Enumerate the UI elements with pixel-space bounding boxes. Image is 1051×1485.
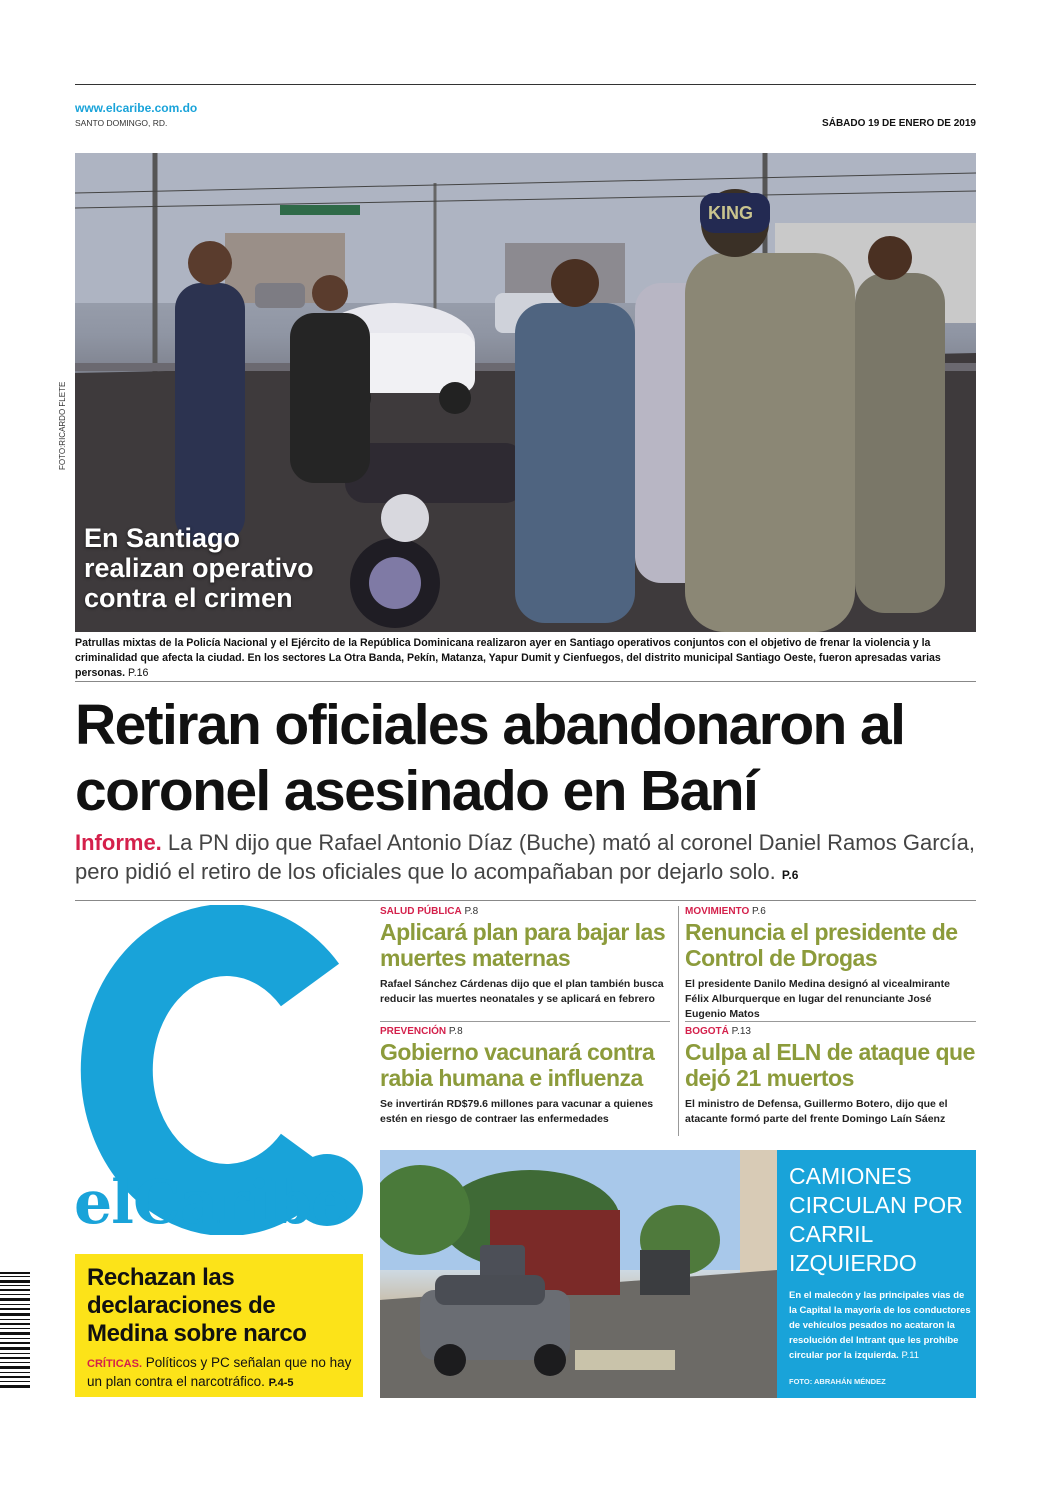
story-card[interactable] xyxy=(380,906,670,1007)
story-tag xyxy=(380,906,670,917)
main-page-ref: P.6 xyxy=(781,868,799,882)
hero-photo-credit: FOTO:RICARDO FLETE xyxy=(58,381,67,470)
section-divider xyxy=(75,900,976,901)
cap-lettering: KING xyxy=(708,203,753,223)
story-title[interactable]: Culpa al ELN de ataque que dejó 21 muertos xyxy=(685,1039,975,1091)
story-title[interactable]: Gobierno vacunará contra rabia humana e influenza xyxy=(380,1039,655,1091)
story-tag xyxy=(685,1026,975,1037)
yellow-feature-page: P.4-5 xyxy=(268,1377,294,1389)
yellow-feature-text xyxy=(87,1354,357,1392)
site-url[interactable]: www.elcaribe.com.do xyxy=(75,101,198,115)
blue-feature-box[interactable] xyxy=(777,1150,976,1398)
story-divider xyxy=(380,1021,670,1022)
main-lede xyxy=(75,828,976,890)
story-section: MOVIMIENTO xyxy=(685,906,750,917)
section-divider xyxy=(75,681,976,682)
yellow-feature-kicker: CRÍTICAS. xyxy=(87,1358,142,1370)
story-page: P.13 xyxy=(731,1026,751,1037)
blue-feature-credit: FOTO: ABRAHÁN MÉNDEZ xyxy=(789,1377,886,1386)
hero-summary-text: Patrullas mixtas de la Policía Nacional y el Ejército de la República Dominicana realizaron ayer en Santiago operativos conjuntos con el objetivo de frenar la violencia y la criminalidad que afecta la ciudad. En los sectores La Otra Banda, Pekín, Matanza, Yapur Dumit y Cienfuegos, del distrito municipal Santiago Oeste, fueron apresadas varias personas. xyxy=(75,637,941,679)
blue-feature-text xyxy=(789,1288,971,1363)
story-section: BOGOTÁ xyxy=(685,1026,729,1037)
blue-feature-title[interactable]: CAMIONES CIRCULAN POR CARRIL IZQUIERDO xyxy=(789,1163,963,1276)
story-title[interactable]: Aplicará plan para bajar las muertes maternas xyxy=(380,919,666,971)
story-page: P.8 xyxy=(448,1026,463,1037)
barcode xyxy=(0,1270,66,1390)
blue-feature-page: P.11 xyxy=(901,1350,920,1361)
main-kicker: Informe. xyxy=(75,830,162,855)
hero-page-ref: P.16 xyxy=(128,667,149,679)
story-section: SALUD PÚBLICA xyxy=(380,906,462,917)
trucks-photo-illustration xyxy=(380,1150,777,1398)
story-tag xyxy=(685,906,975,917)
hero-title[interactable]: En Santiago realizan operativo contra el crimen xyxy=(84,523,314,613)
yellow-feature-title[interactable]: Rechazan las declaraciones de Medina sobre narco xyxy=(87,1264,307,1347)
story-page: P.6 xyxy=(752,906,766,917)
trucks-photo xyxy=(380,1150,777,1398)
main-lede-text: La PN dijo que Rafael Antonio Díaz (Buche) mató al coronel Daniel Ramos García, pero pidió el retiro de los oficiales que lo acompañaban por dejarlo solo. xyxy=(75,830,976,884)
story-column-divider xyxy=(678,906,679,1136)
edition-date: SÁBADO 19 DE ENERO DE 2019 xyxy=(822,118,976,129)
story-card[interactable] xyxy=(685,906,975,1022)
story-page: P.8 xyxy=(464,906,479,917)
story-section: PREVENCIÓN xyxy=(380,1026,447,1037)
story-text: El presidente Danilo Medina designó al vicealmirante Félix Alburquerque en lugar del renunciante José Eugenio Matos xyxy=(685,978,950,1020)
hero-photo xyxy=(75,153,976,632)
story-tag xyxy=(380,1026,670,1037)
story-divider xyxy=(685,1021,976,1022)
location-line: SANTO DOMINGO, RD. xyxy=(75,118,168,128)
yellow-feature-body: Políticos y PC señalan que no hay un plan contra el narcotráfico. xyxy=(87,1355,352,1389)
blue-feature-body: En el malecón y las principales vías de la Capital la mayoría de los conductores de vehículos pesados no acataron la resolución del Intrant que les prohíbe circular por la izquierda. xyxy=(789,1290,971,1361)
story-text: Rafael Sánchez Cárdenas dijo que el plan también busca reducir las muertes neonatales y se aplicará en febrero xyxy=(380,978,664,1005)
story-card[interactable] xyxy=(685,1026,975,1127)
story-title[interactable]: Renuncia el presidente de Control de Drogas xyxy=(685,919,958,971)
yellow-feature-box[interactable] xyxy=(75,1254,363,1397)
story-text: Se invertirán RD$79.6 millones para vacunar a quienes estén en riesgo de contraer las enfermedades xyxy=(380,1098,654,1125)
story-text: El ministro de Defensa, Guillermo Botero, dijo que el atacante formó parte del frente Domingo Laín Sáenz xyxy=(685,1098,948,1125)
story-grid xyxy=(380,906,976,1138)
main-headline[interactable]: Retiran oficiales abandonaron al coronel asesinado en Baní xyxy=(75,693,905,823)
top-rule xyxy=(75,84,976,85)
elcaribe-logo-wordmark: elCaribe xyxy=(74,1168,349,1238)
story-card[interactable] xyxy=(380,1026,670,1127)
hero-summary xyxy=(75,636,976,681)
